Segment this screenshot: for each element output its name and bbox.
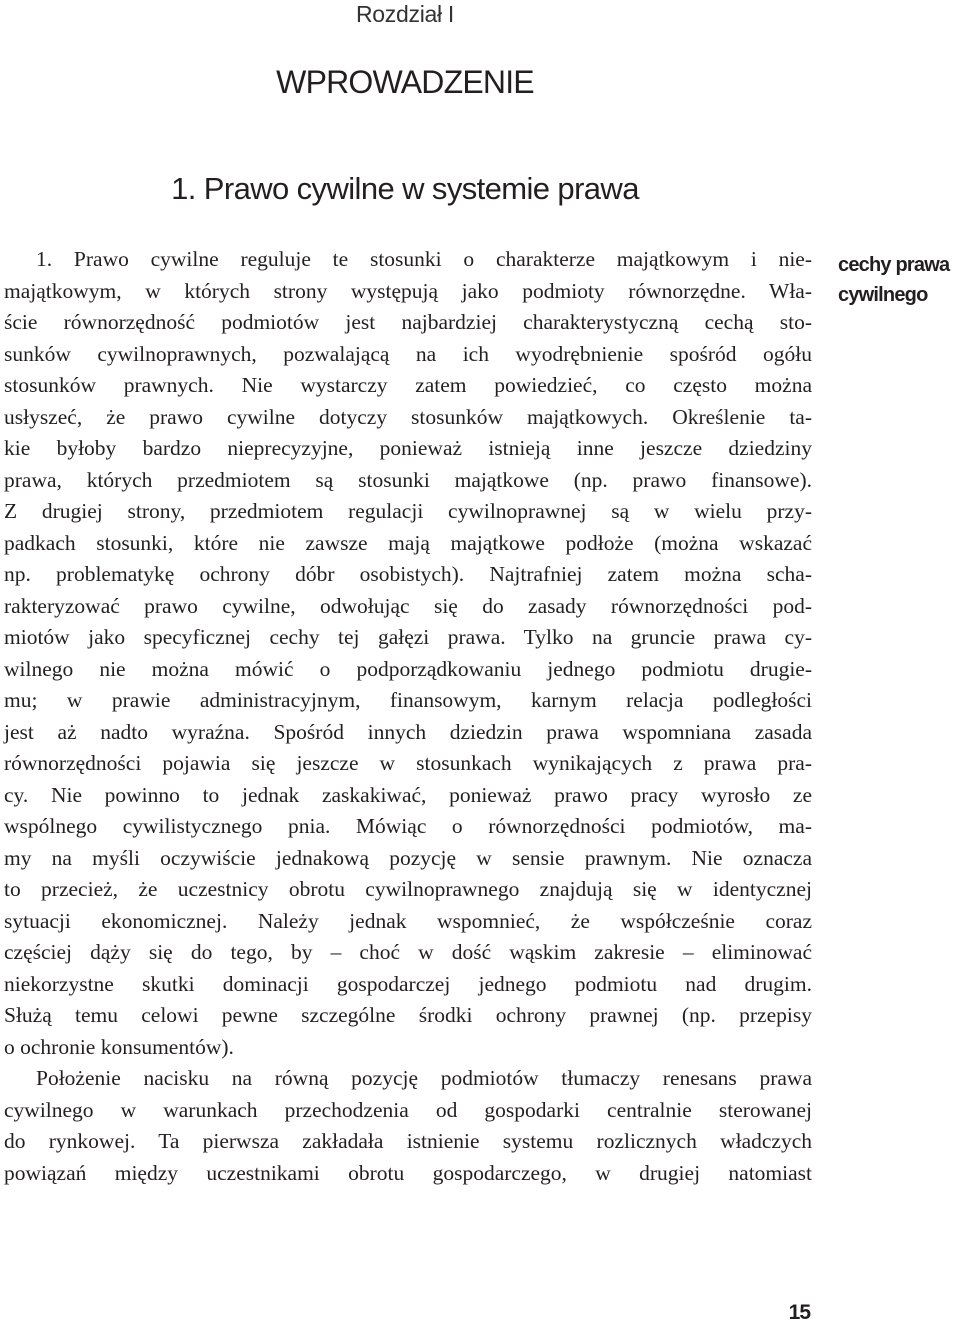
text-line: wilnego nie można mówić o podporządkowaniu jednego podmiotu drugie- [4,656,812,681]
text-line: o ochronie konsumentów). [4,1034,234,1059]
chapter-title: WPROWADZENIE [276,64,534,100]
text-line: Z drugiej strony, przedmiotem regulacji cywilnoprawnej są w wielu przy- [4,499,812,523]
paragraph-1 [4,244,812,1063]
text-line: niekorzystne skutki dominacji gospodarczej jednego podmiotu nad drugim. [4,971,812,996]
text-line: padkach stosunki, które nie zawsze mają majątkowe podłoże (można wskazać [4,530,812,555]
text-line: miotów jako specyficznej cechy tej gałęzi prawa. Tylko na gruncie prawa cy- [4,625,812,649]
text-line: mu; w prawie administracyjnym, finansowym, karnym relacja podległości [4,688,812,712]
text-line: częściej dąży się do tego, by – choć w dość wąskim zakresie – eliminować [4,940,812,964]
paragraph-2 [4,1063,812,1189]
text-line: jest aż nadto wyraźna. Spośród innych dziedzin prawa wspomniana zasada [4,719,812,744]
text-line: my na myśli oczywiście jednakową pozycję w sensie prawnym. Nie oznacza [4,845,812,870]
chapter-label: Rozdział I [356,1,454,27]
text-line: Służą temu celowi pewne szczególne środki ochrony prawnej (np. przepisy [4,1003,812,1027]
text-line: usłyszeć, że prawo cywilne dotyczy stosunków majątkowych. Określenie ta- [4,404,812,429]
text-line: to przecież, że uczestnicy obrotu cywilnoprawnego znajdują się w identycznej [4,877,812,901]
text-line: prawa, których przedmiotem są stosunki majątkowe (np. prawo finansowe). [4,467,812,492]
text-line: równorzędności pojawia się jeszcze w stosunkach wynikających z prawa pra- [4,751,812,775]
text-line: do rynkowej. Ta pierwsza zakładała istnienie systemu rozlicznych władczych [4,1129,812,1153]
text-line: np. problematykę ochrony dóbr osobistych). Najtrafniej zatem można scha- [4,562,812,586]
text-line: wspólnego cywilistycznego pnia. Mówiąc o równorzędności podmiotów, ma- [4,814,812,838]
text-line: Położenie nacisku na równą pozycję podmiotów tłumaczy renesans prawa [36,1066,812,1090]
text-line: sytuacji ekonomicznej. Należy jednak wspomnieć, że współcześnie coraz [4,908,812,933]
body-text [4,244,812,1189]
margin-note-line: cechy prawa [838,254,950,276]
section-heading: 1. Prawo cywilne w systemie prawa [171,171,639,206]
text-line: majątkowym, w których strony występują jako podmioty równorzędne. Wła- [4,278,812,303]
margin-note [838,250,958,310]
text-line: powiązań między uczestnikami obrotu gospodarczego, w drugiej natomiast [4,1160,812,1185]
text-line: 1. Prawo cywilne reguluje te stosunki o charakterze majątkowym i nie- [36,247,812,271]
text-line: kie byłoby bardzo nieprecyzyjne, ponieważ istnieją inne jeszcze dziedziny [4,436,812,460]
margin-note-line: cywilnego [838,284,928,306]
text-line: stosunków prawnych. Nie wystarczy zatem powiedzieć, co często można [4,373,812,397]
text-line: cy. Nie powinno to jednak zaskakiwać, ponieważ prawo pracy wyrosło ze [4,782,812,807]
text-line: cywilnego w warunkach przechodzenia od gospodarki centralnie sterowanej [4,1097,812,1122]
text-line: ście równorzędność podmiotów jest najbardziej charakterystyczną cechą sto- [4,310,812,334]
text-line: rakteryzować prawo cywilne, odwołując się do zasady równorzędności pod- [4,593,812,618]
page-number: 15 [788,1301,810,1324]
text-line: sunków cywilnoprawnych, pozwalającą na ich wyodrębnienie spośród ogółu [4,341,812,366]
